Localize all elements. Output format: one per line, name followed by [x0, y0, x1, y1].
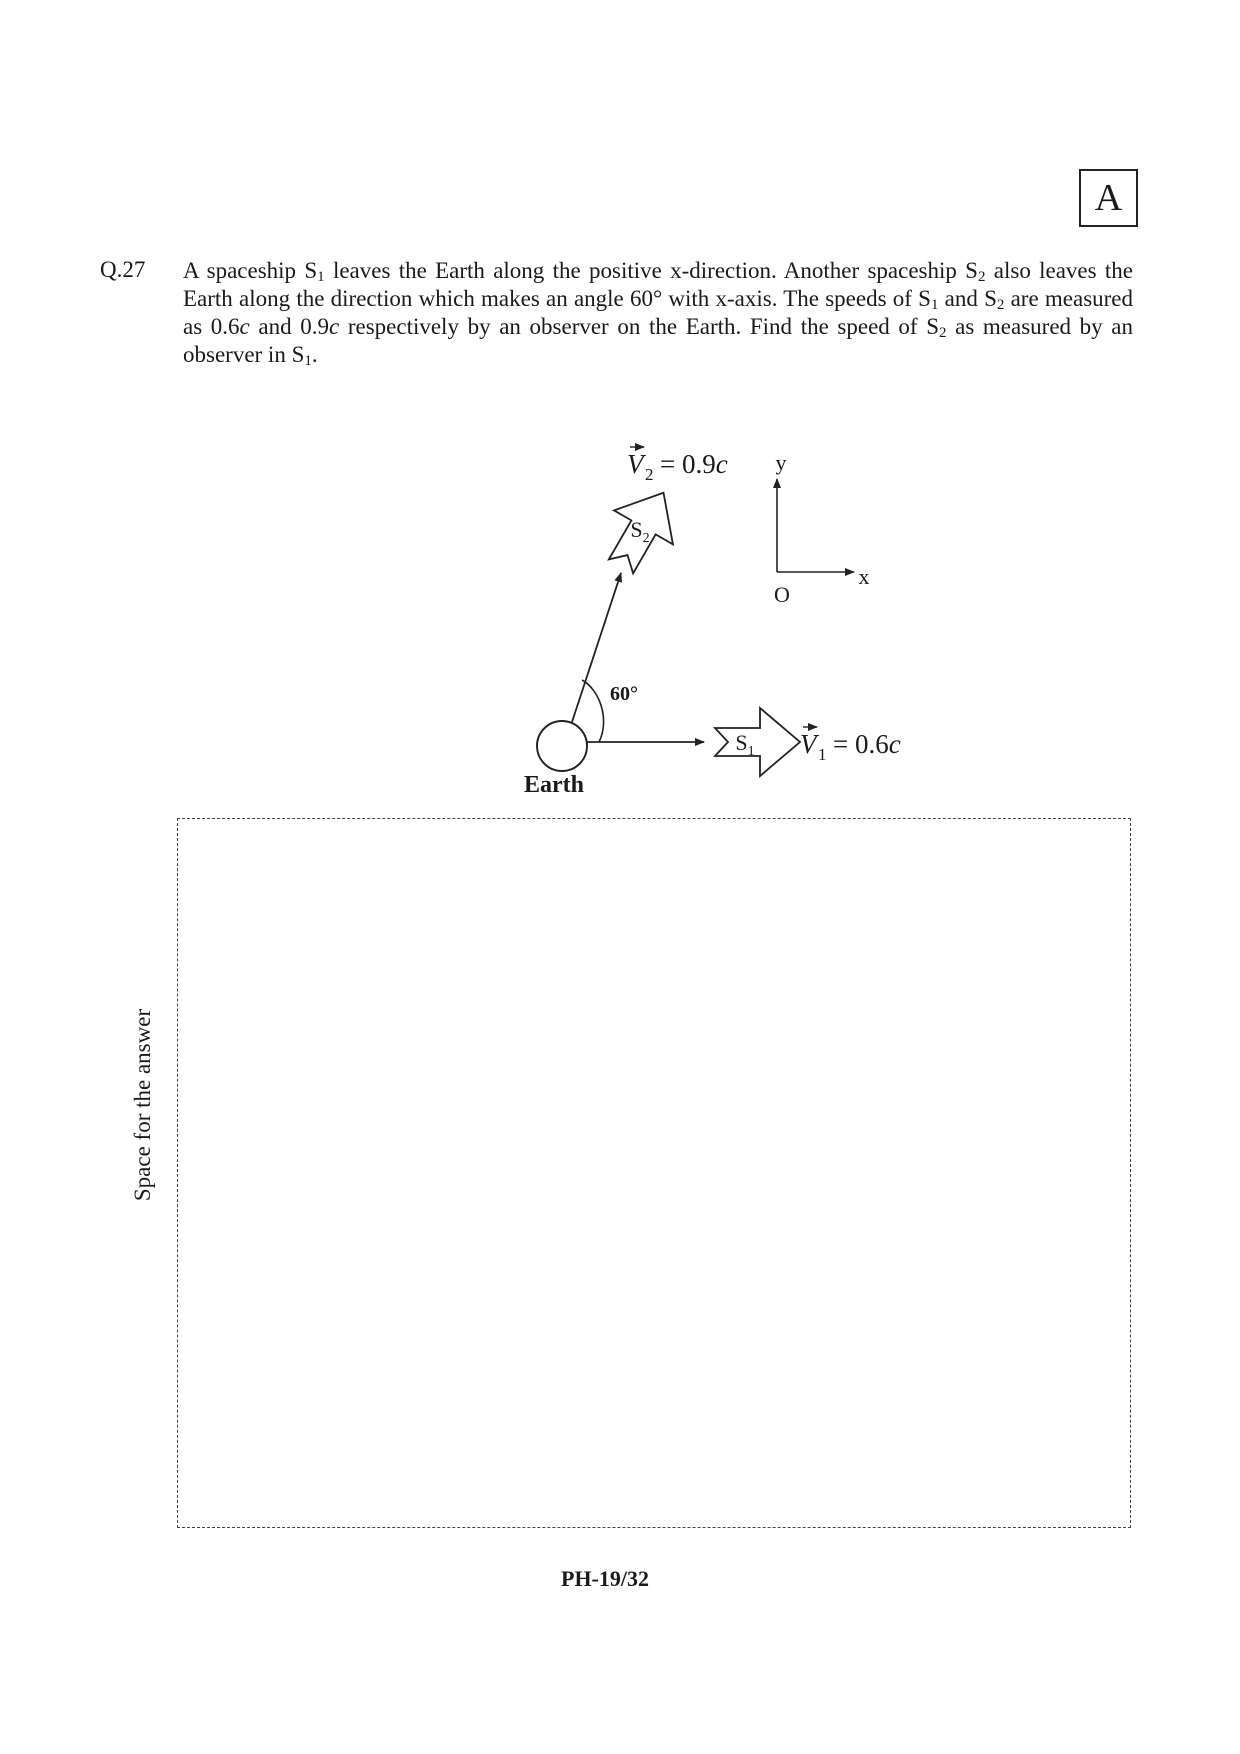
q-text-subscript: 2: [939, 325, 947, 341]
reference-axes: [774, 450, 869, 607]
q-text-part: as measured by an observer in S: [183, 314, 1133, 367]
q-text-subscript: 1: [930, 297, 939, 313]
q-text-part: and S: [938, 286, 997, 311]
q-text-part: are measured as 0.6: [183, 286, 1134, 339]
v2-label: [627, 447, 728, 484]
q-text-part: leaves the Earth along the positive x-direction. Another spaceship S: [324, 258, 978, 283]
v1-value: = 0.6c: [833, 729, 901, 759]
angle-arc: [582, 680, 604, 742]
y-axis-label: y: [775, 450, 787, 475]
q-text-italic: c: [239, 314, 250, 339]
q-text-italic: c: [328, 314, 340, 339]
set-code: A: [1094, 177, 1123, 219]
earth-label: Earth: [524, 772, 584, 798]
v2-symbol: V: [627, 449, 644, 479]
q-text-part: and 0.9: [249, 314, 329, 339]
v2-value: = 0.9c: [660, 449, 728, 479]
x-axis-label: x: [858, 564, 870, 589]
q-text-subscript: 2: [977, 269, 986, 285]
q-text-subscript: 2: [996, 297, 1005, 313]
q-text-part: respectively by an observer on the Earth. Find the speed of S: [339, 314, 939, 339]
v1-label: [800, 727, 901, 764]
q-text-subscript: 1: [304, 353, 312, 369]
q-text-part: also leaves the Earth along the direction which makes an angle 60° with x-axis. The speeds of S: [183, 258, 1133, 311]
velocity-diagram: [0, 0, 1240, 820]
ship2-label: $S_2$: [630, 517, 650, 546]
earth-circle: [537, 721, 587, 771]
page-footer: PH-19/32: [561, 1566, 649, 1591]
v2-subscript: 2: [645, 465, 654, 484]
spaceship-s1-shape: [715, 708, 800, 776]
q-text-subscript: 1: [317, 269, 325, 285]
question-number: Q.27: [100, 257, 146, 282]
ship1-label: $S_1$: [735, 730, 755, 759]
angle-label: 60°: [610, 683, 638, 705]
origin-label: O: [774, 582, 790, 607]
q-text-part: .: [311, 342, 318, 367]
v1-subscript: 1: [818, 745, 827, 764]
v1-symbol: V: [800, 729, 817, 759]
q-text-part: A spaceship S: [183, 258, 318, 283]
answer-space-label: Space for the answer: [130, 1008, 155, 1202]
answer-space-box[interactable]: [177, 818, 1131, 1528]
